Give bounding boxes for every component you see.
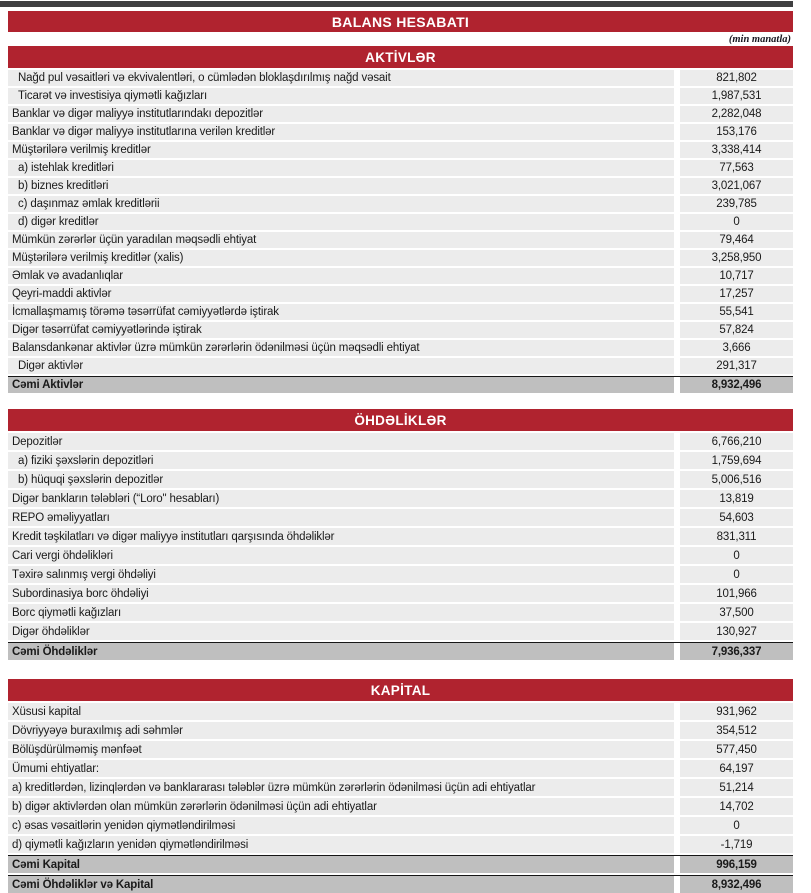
- table-row: [8, 528, 793, 545]
- row-label: a) kreditlərdən, lizinqlərdən və banklararası tələblər üzrə mümkün zərərlərin ödənilməsi üçün adi ehtiyatlar: [8, 779, 674, 796]
- row-value: 577,450: [680, 741, 793, 758]
- row-label: Balansdankənar aktivlər üzrə mümkün zərərlərin ödənilməsi üçün məqsədli ehtiyat: [8, 340, 674, 356]
- row-label: Cəmi Kapital: [8, 856, 674, 873]
- row-label: a) istehlak kreditləri: [8, 160, 674, 176]
- total-row: [8, 855, 793, 873]
- table-row: [8, 509, 793, 526]
- total-row: [8, 875, 793, 893]
- row-value: 14,702: [680, 798, 793, 815]
- row-label: Digər aktivlər: [8, 358, 674, 374]
- table-row: [8, 760, 793, 777]
- report-title: BALANS HESABATI: [331, 13, 470, 30]
- table-row: [8, 547, 793, 564]
- table-row: [8, 452, 793, 469]
- table-row: [8, 322, 793, 338]
- row-value: 77,563: [680, 160, 793, 176]
- table-row: [8, 142, 793, 158]
- units-note: (min manatla): [728, 34, 791, 45]
- section-aktivler: [8, 46, 793, 393]
- table-row: [8, 836, 793, 853]
- row-value: 101,966: [680, 585, 793, 602]
- row-value: 3,338,414: [680, 142, 793, 158]
- section-ohdelikler: [8, 409, 793, 660]
- table-row: [8, 88, 793, 104]
- row-label: Dövriyyəyə buraxılmış adi səhmlər: [8, 722, 674, 739]
- row-value: 153,176: [680, 124, 793, 140]
- row-value: 354,512: [680, 722, 793, 739]
- row-label: Borc qiymətli kağızları: [8, 604, 674, 621]
- section-header: KAPİTAL: [8, 679, 793, 701]
- table-row: [8, 160, 793, 176]
- row-label: Bölüşdürülməmiş mənfəət: [8, 741, 674, 758]
- row-value: -1,719: [680, 836, 793, 853]
- table-row: [8, 817, 793, 834]
- row-value: 130,927: [680, 623, 793, 640]
- row-label: c) əsas vəsaitlərin yenidən qiymətləndirilməsi: [8, 817, 674, 834]
- row-value: 1,759,694: [680, 452, 793, 469]
- row-label: b) biznes kreditləri: [8, 178, 674, 194]
- table-row: [8, 623, 793, 640]
- table-row: [8, 124, 793, 140]
- row-value: 64,197: [680, 760, 793, 777]
- row-label: Depozitlər: [8, 433, 674, 450]
- table-row: [8, 178, 793, 194]
- total-row: [8, 642, 793, 660]
- table-row: [8, 358, 793, 374]
- row-label: Müştərilərə verilmiş kreditlər: [8, 142, 674, 158]
- table-row: [8, 490, 793, 507]
- row-value: 291,317: [680, 358, 793, 374]
- row-label: Cəmi Öhdəliklər və Kapital: [8, 876, 674, 893]
- row-label: a) fiziki şəxslərin depozitləri: [8, 452, 674, 469]
- row-value: 10,717: [680, 268, 793, 284]
- row-label: Cəmi Aktivlər: [8, 377, 674, 393]
- row-value: 821,802: [680, 70, 793, 86]
- table-row: [8, 286, 793, 302]
- row-value: 5,006,516: [680, 471, 793, 488]
- table-row: [8, 798, 793, 815]
- section-header: AKTİVLƏR: [8, 46, 793, 68]
- row-label: Xüsusi kapital: [8, 703, 674, 720]
- table-row: [8, 566, 793, 583]
- row-value: 6,766,210: [680, 433, 793, 450]
- row-label: REPO əməliyyatları: [8, 509, 674, 526]
- table-row: [8, 268, 793, 284]
- table-row: [8, 722, 793, 739]
- table-row: [8, 433, 793, 450]
- row-label: Digər öhdəliklər: [8, 623, 674, 640]
- row-value: 0: [680, 817, 793, 834]
- row-value: 8,932,496: [680, 876, 793, 893]
- top-border-bar: [0, 1, 793, 7]
- row-label: Qeyri-maddi aktivlər: [8, 286, 674, 302]
- row-label: İcmallaşmamış törəmə təsərrüfat cəmiyyətlərdə iştirak: [8, 304, 674, 320]
- row-value: 79,464: [680, 232, 793, 248]
- row-value: 2,282,048: [680, 106, 793, 122]
- table-row: [8, 471, 793, 488]
- row-label: Təxirə salınmış vergi öhdəliyi: [8, 566, 674, 583]
- row-label: Mümkün zərərlər üçün yaradılan məqsədli ehtiyat: [8, 232, 674, 248]
- row-value: 51,214: [680, 779, 793, 796]
- row-label: Digər təsərrüfat cəmiyyətlərində iştirak: [8, 322, 674, 338]
- table-row: [8, 196, 793, 212]
- row-label: b) hüquqi şəxslərin depozitlər: [8, 471, 674, 488]
- report-title-bar: [8, 11, 793, 32]
- row-value: 831,311: [680, 528, 793, 545]
- row-label: d) qiymətli kağızların yenidən qiymətləndirilməsi: [8, 836, 674, 853]
- row-label: b) digər aktivlərdən olan mümkün zərərlərin ödənilməsi üçün adi ehtiyatlar: [8, 798, 674, 815]
- row-label: Kredit təşkilatları və digər maliyyə institutları qarşısında öhdəliklər: [8, 528, 674, 545]
- report-content: [8, 11, 793, 893]
- table-row: [8, 106, 793, 122]
- row-value: 54,603: [680, 509, 793, 526]
- section-header: ÖHDƏLİKLƏR: [8, 409, 793, 431]
- row-value: 996,159: [680, 856, 793, 873]
- total-row: [8, 376, 793, 393]
- table-row: [8, 250, 793, 266]
- row-label: Nağd pul vəsaitləri və ekvivalentləri, o cümlədən bloklaşdırılmış nağd vəsait: [8, 70, 674, 86]
- row-value: 931,962: [680, 703, 793, 720]
- row-value: 7,936,337: [680, 643, 793, 660]
- row-value: 57,824: [680, 322, 793, 338]
- row-label: Ümumi ehtiyatlar:: [8, 760, 674, 777]
- table-row: [8, 741, 793, 758]
- row-label: Ticarət və investisiya qiymətli kağızları: [8, 88, 674, 104]
- table-row: [8, 70, 793, 86]
- table-row: [8, 604, 793, 621]
- row-label: Əmlak və avadanlıqlar: [8, 268, 674, 284]
- table-row: [8, 232, 793, 248]
- table-row: [8, 703, 793, 720]
- row-value: 0: [680, 547, 793, 564]
- section-kapital: [8, 679, 793, 893]
- row-label: Müştərilərə verilmiş kreditlər (xalis): [8, 250, 674, 266]
- table-row: [8, 214, 793, 230]
- row-value: 239,785: [680, 196, 793, 212]
- row-value: 17,257: [680, 286, 793, 302]
- row-label: Cari vergi öhdəlikləri: [8, 547, 674, 564]
- row-label: Digər bankların tələbləri (“Loro" hesabları): [8, 490, 674, 507]
- row-value: 55,541: [680, 304, 793, 320]
- row-label: Subordinasiya borc öhdəliyi: [8, 585, 674, 602]
- row-value: 37,500: [680, 604, 793, 621]
- row-value: 0: [680, 214, 793, 230]
- row-value: 0: [680, 566, 793, 583]
- row-value: 1,987,531: [680, 88, 793, 104]
- row-label: c) daşınmaz əmlak kreditlərii: [8, 196, 674, 212]
- row-value: 13,819: [680, 490, 793, 507]
- row-value: 3,021,067: [680, 178, 793, 194]
- row-label: Banklar və digər maliyyə institutlarındakı depozitlər: [8, 106, 674, 122]
- row-value: 3,258,950: [680, 250, 793, 266]
- row-label: Banklar və digər maliyyə institutlarına verilən kreditlər: [8, 124, 674, 140]
- table-row: [8, 340, 793, 356]
- table-row: [8, 304, 793, 320]
- sections-container: [8, 46, 793, 893]
- row-label: d) digər kreditlər: [8, 214, 674, 230]
- table-row: [8, 779, 793, 796]
- row-value: 3,666: [680, 340, 793, 356]
- row-label: Cəmi Öhdəliklər: [8, 643, 674, 660]
- row-value: 8,932,496: [680, 377, 793, 393]
- table-row: [8, 585, 793, 602]
